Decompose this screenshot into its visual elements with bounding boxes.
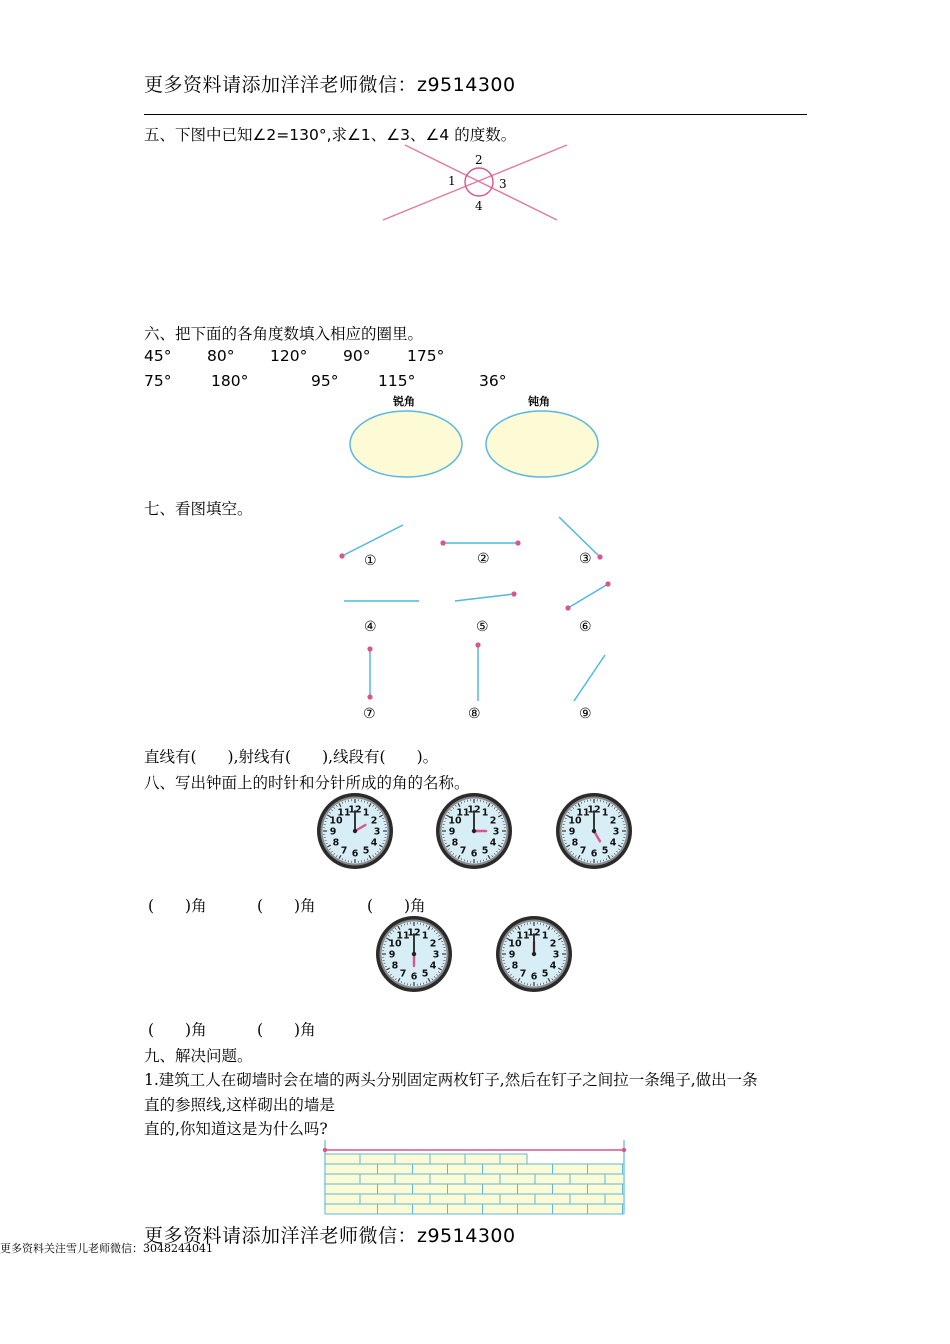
clock-number: 9 xyxy=(508,949,516,961)
nail-right xyxy=(622,1148,626,1152)
clock-number: 2 xyxy=(489,815,497,827)
q9-title: 九、解决问题。 xyxy=(144,1047,253,1065)
clock-number: 12 xyxy=(467,804,481,816)
clock-number: 3 xyxy=(373,826,381,838)
clock-number: 11 xyxy=(396,930,410,942)
q7-fig7-endpoint-b xyxy=(367,694,372,699)
wall-course xyxy=(325,1184,624,1194)
q7-label-6: ⑥ xyxy=(579,619,592,635)
clock-number: 1 xyxy=(481,807,489,819)
q8-blank-5: ( )角 xyxy=(257,1021,316,1039)
q7-fig5-ray xyxy=(455,594,514,601)
clock-number: 6 xyxy=(530,971,538,983)
clock-center-pin xyxy=(412,952,416,956)
q7-label-9: ⑨ xyxy=(579,706,592,722)
q8-blank-3: ( )角 xyxy=(367,897,426,915)
q5-angle-label-1: 1 xyxy=(448,174,456,188)
clock-number: 4 xyxy=(609,837,617,849)
q8-blank-1: ( )角 xyxy=(148,897,207,915)
q9-brick-wall-figure xyxy=(322,1138,628,1212)
clock-number: 2 xyxy=(609,815,617,827)
clock-number: 12 xyxy=(527,927,541,939)
clock-number: 9 xyxy=(329,826,337,838)
q7-fig2-endpoint-b xyxy=(515,540,520,545)
q6-degree-45: 45° xyxy=(144,347,172,365)
wall-course xyxy=(325,1194,624,1204)
clock-number: 8 xyxy=(391,960,399,972)
q6-degree-180: 180° xyxy=(211,372,249,390)
q7-title: 七、看图填空。 xyxy=(144,500,253,518)
clock-number: 12 xyxy=(587,804,601,816)
q7-fig5-endpoint xyxy=(511,591,516,596)
clock-number: 2 xyxy=(549,938,557,950)
clock-center-pin xyxy=(353,829,357,833)
clock-number: 9 xyxy=(568,826,576,838)
clock-number: 5 xyxy=(541,968,549,980)
clock-number: 1 xyxy=(541,930,549,942)
clock-number: 4 xyxy=(370,837,378,849)
clock-number: 1 xyxy=(362,807,370,819)
clock-number: 10 xyxy=(329,815,343,827)
clock-number: 7 xyxy=(340,845,348,857)
clock-number: 7 xyxy=(399,968,407,980)
q7-label-1: ① xyxy=(364,553,377,569)
clock-center-pin xyxy=(532,952,536,956)
clock-number: 8 xyxy=(571,837,579,849)
q6-degree-36: 36° xyxy=(479,372,507,390)
clock-number: 5 xyxy=(601,845,609,857)
acute-angle-oval xyxy=(350,411,462,477)
clock-number: 5 xyxy=(362,845,370,857)
clock-number: 10 xyxy=(388,938,402,950)
q7-label-3: ③ xyxy=(579,551,592,567)
clock-number: 4 xyxy=(429,960,437,972)
q7-label-5: ⑤ xyxy=(476,619,489,635)
clock-center-pin xyxy=(472,829,476,833)
clock-number: 8 xyxy=(511,960,519,972)
q7-fig6-endpoint-a xyxy=(565,605,570,610)
wall-course xyxy=(325,1174,624,1184)
q6-degree-90: 90° xyxy=(343,347,371,365)
wall-course xyxy=(325,1164,624,1174)
q5-intersecting-lines-figure xyxy=(380,142,570,224)
q6-degree-80: 80° xyxy=(207,347,235,365)
q8-blank-2: ( )角 xyxy=(257,897,316,915)
q6-degree-115: 115° xyxy=(378,372,416,390)
clock-number: 7 xyxy=(519,968,527,980)
clock-number: 4 xyxy=(489,837,497,849)
q7-fig9-line xyxy=(574,655,605,701)
clock-number: 10 xyxy=(508,938,522,950)
nail-left xyxy=(323,1148,327,1152)
q8-title: 八、写出钟面上的时针和分针所成的角的名称。 xyxy=(144,774,470,792)
clock-number: 6 xyxy=(590,848,598,860)
header-rule xyxy=(144,114,807,115)
q5-angle-label-4: 4 xyxy=(475,199,483,213)
clock-number: 5 xyxy=(421,968,429,980)
clock-number: 3 xyxy=(432,949,440,961)
acute-oval-label: 锐角 xyxy=(393,395,415,408)
clock-face-1 xyxy=(315,791,395,871)
page-header: 更多资料请添加洋洋老师微信：z9514300 xyxy=(144,74,516,96)
clock-face-5 xyxy=(494,914,574,994)
page-footer: 更多资料请添加洋洋老师微信：z9514300 xyxy=(144,1225,516,1247)
clock-number: 11 xyxy=(456,807,470,819)
clock-number: 12 xyxy=(407,927,421,939)
clock-number: 9 xyxy=(448,826,456,838)
q5-title: 五、下图中已知∠2=130°,求∠1、∠3、∠4 的度数。 xyxy=(144,126,517,144)
clock-face-2 xyxy=(434,791,514,871)
q7-fig7-endpoint-a xyxy=(367,646,372,651)
q7-answer-line: 直线有( ),射线有( ),线段有( )。 xyxy=(144,748,439,766)
q7-label-2: ② xyxy=(477,551,490,567)
q6-degree-120: 120° xyxy=(270,347,308,365)
wall-top-course xyxy=(325,1154,527,1164)
q7-fig1-endpoint xyxy=(339,553,344,558)
clock-number: 8 xyxy=(332,837,340,849)
q6-degree-75: 75° xyxy=(144,372,172,390)
clock-number: 6 xyxy=(351,848,359,860)
q6-degree-95: 95° xyxy=(311,372,339,390)
obtuse-oval-label: 钝角 xyxy=(528,395,550,408)
q6-ovals-figure xyxy=(348,408,602,480)
q6-title: 六、把下面的各角度数填入相应的圈里。 xyxy=(144,325,424,343)
clock-number: 1 xyxy=(421,930,429,942)
clock-center-pin xyxy=(592,829,596,833)
q7-fig2-endpoint-a xyxy=(440,540,445,545)
clock-number: 12 xyxy=(348,804,362,816)
q7-label-4: ④ xyxy=(364,619,377,635)
clock-number: 2 xyxy=(370,815,378,827)
side-watermark-text: 更多资料关注雪儿老师微信：3048244041 xyxy=(0,1242,213,1255)
clock-number: 11 xyxy=(337,807,351,819)
clock-number: 3 xyxy=(612,826,620,838)
clock-number: 2 xyxy=(429,938,437,950)
clock-number: 7 xyxy=(579,845,587,857)
clock-number: 8 xyxy=(451,837,459,849)
q6-degree-175: 175° xyxy=(407,347,445,365)
q7-fig6-endpoint-b xyxy=(605,581,610,586)
clock-face-4 xyxy=(374,914,454,994)
wall-course xyxy=(325,1204,624,1214)
q9-problem-line-3: 直的,你知道这是为什么吗? xyxy=(144,1120,328,1138)
clock-number: 6 xyxy=(470,848,478,860)
clock-number: 5 xyxy=(481,845,489,857)
q5-angle-label-2: 2 xyxy=(475,153,483,167)
q7-fig6-segment xyxy=(568,584,608,608)
clock-number: 7 xyxy=(459,845,467,857)
clock-number: 10 xyxy=(568,815,582,827)
clock-number: 9 xyxy=(388,949,396,961)
clock-face-3 xyxy=(554,791,634,871)
q7-label-7: ⑦ xyxy=(363,706,376,722)
q8-blank-4: ( )角 xyxy=(148,1021,207,1039)
clock-number: 4 xyxy=(549,960,557,972)
clock-number: 1 xyxy=(601,807,609,819)
clock-number: 11 xyxy=(516,930,530,942)
q7-label-8: ⑧ xyxy=(468,706,481,722)
clock-number: 3 xyxy=(492,826,500,838)
q5-angle-label-3: 3 xyxy=(499,177,507,191)
q9-problem-line-1: 1.建筑工人在砌墙时会在墙的两头分别固定两枚钉子,然后在钉子之间拉一条绳子,做出一条 xyxy=(144,1071,758,1089)
clock-number: 6 xyxy=(410,971,418,983)
clock-number: 11 xyxy=(576,807,590,819)
q7-fig1-ray xyxy=(342,525,403,556)
obtuse-angle-oval xyxy=(486,411,598,477)
q7-fig3-endpoint xyxy=(597,554,602,559)
q7-fig8-endpoint xyxy=(475,642,480,647)
q9-problem-line-2: 直的参照线,这样砌出的墙是 xyxy=(144,1096,335,1114)
clock-number: 3 xyxy=(552,949,560,961)
clock-number: 10 xyxy=(448,815,462,827)
